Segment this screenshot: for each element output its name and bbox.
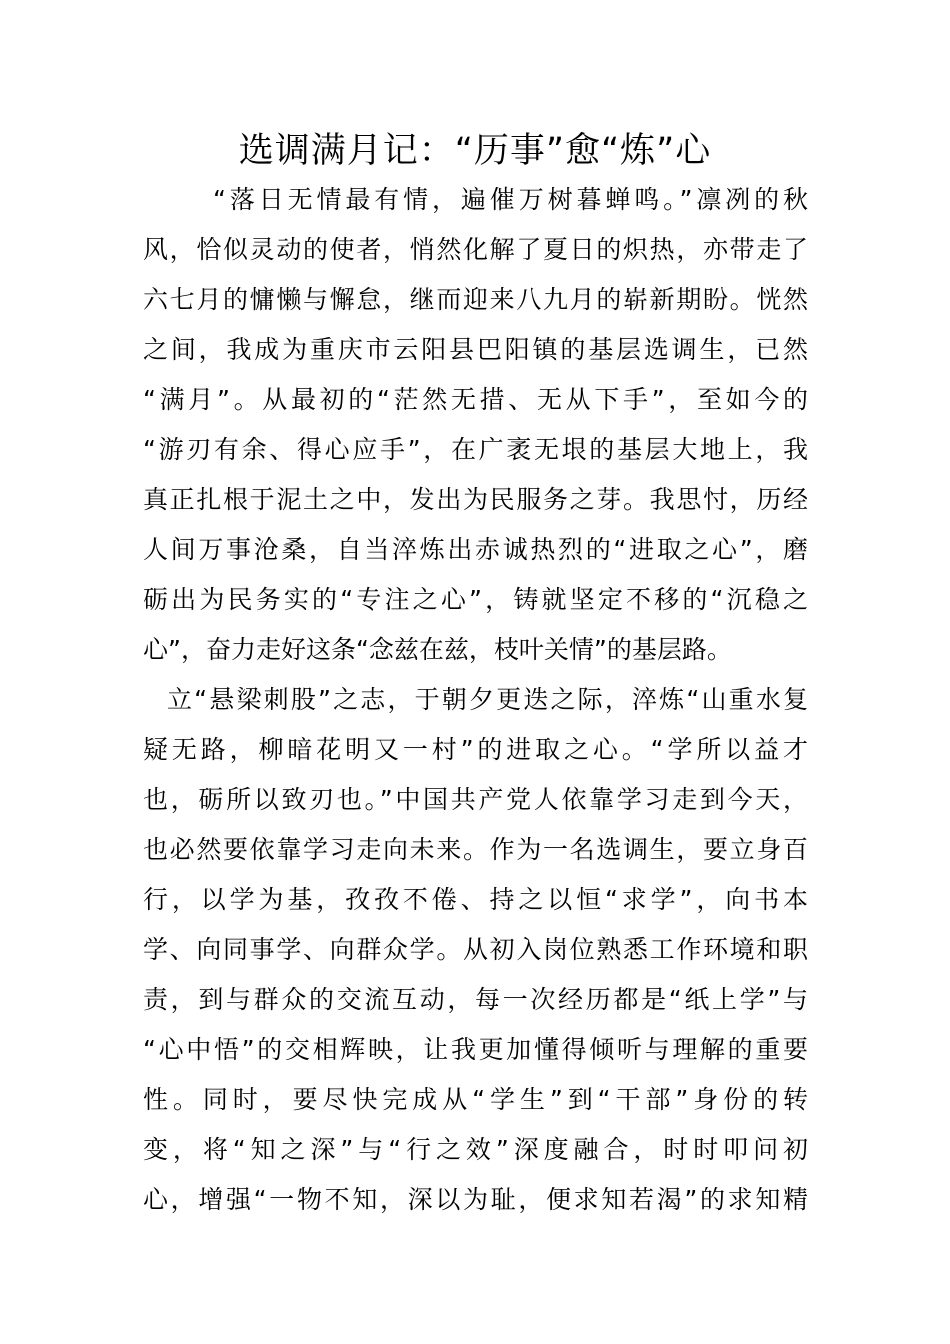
text-line: 砺出为民务实的“专注之心”，铸就坚定不移的“沉稳之 bbox=[143, 585, 808, 614]
text-line: 之间，我成为重庆市云阳县巴阳镇的基层选调生，已然 bbox=[143, 335, 808, 364]
text-line: 行，以学为基，孜孜不倦、持之以恒“求学”，向书本 bbox=[143, 885, 808, 914]
text-line: 责，到与群众的交流互动，每一次经历都是“纸上学”与 bbox=[143, 985, 808, 1014]
document-body bbox=[143, 175, 808, 1225]
text-line: 心”，奋力走好这条“念兹在兹，枝叶关情”的基层路。 bbox=[143, 635, 732, 664]
text-line: 也必然要依靠学习走向未来。作为一名选调生，要立身百 bbox=[143, 835, 808, 864]
text-line: “心中悟”的交相辉映，让我更加懂得倾听与理解的重要 bbox=[143, 1035, 808, 1064]
text-line: 心，增强“一物不知，深以为耻，便求知若渴”的求知精 bbox=[143, 1185, 808, 1214]
text-line: 人间万事沧桑，自当淬炼出赤诚热烈的“进取之心”，磨 bbox=[143, 535, 808, 564]
document-title: 选调满月记：“历事”愈“炼”心 bbox=[238, 131, 712, 171]
text-line: 立“悬梁刺股”之志，于朝夕更迭之际，淬炼“山重水复 bbox=[167, 685, 808, 714]
text-line: 疑无路，柳暗花明又一村”的进取之心。“学所以益才 bbox=[143, 735, 808, 764]
text-line: “游刃有余、得心应手”，在广袤无垠的基层大地上，我 bbox=[143, 435, 808, 464]
text-line: 也，砺所以致刃也。”中国共产党人依靠学习走到今天， bbox=[143, 785, 808, 814]
text-line: “落日无情最有情，遍催万树暮蝉鸣。”凛冽的秋 bbox=[213, 185, 808, 214]
text-line: 六七月的慵懒与懈怠，继而迎来八九月的崭新期盼。恍然 bbox=[143, 285, 808, 314]
text-line: 真正扎根于泥土之中，发出为民服务之芽。我思忖，历经 bbox=[143, 485, 808, 514]
text-line: 性。同时，要尽快完成从“学生”到“干部”身份的转 bbox=[143, 1085, 808, 1114]
text-line: 风，恰似灵动的使者，悄然化解了夏日的炽热，亦带走了 bbox=[143, 235, 808, 264]
text-line: 变，将“知之深”与“行之效”深度融合，时时叩问初 bbox=[143, 1135, 808, 1164]
text-line: 学、向同事学、向群众学。从初入岗位熟悉工作环境和职 bbox=[143, 935, 808, 964]
text-line: “满月”。从最初的“茫然无措、无从下手”，至如今的 bbox=[143, 385, 808, 414]
